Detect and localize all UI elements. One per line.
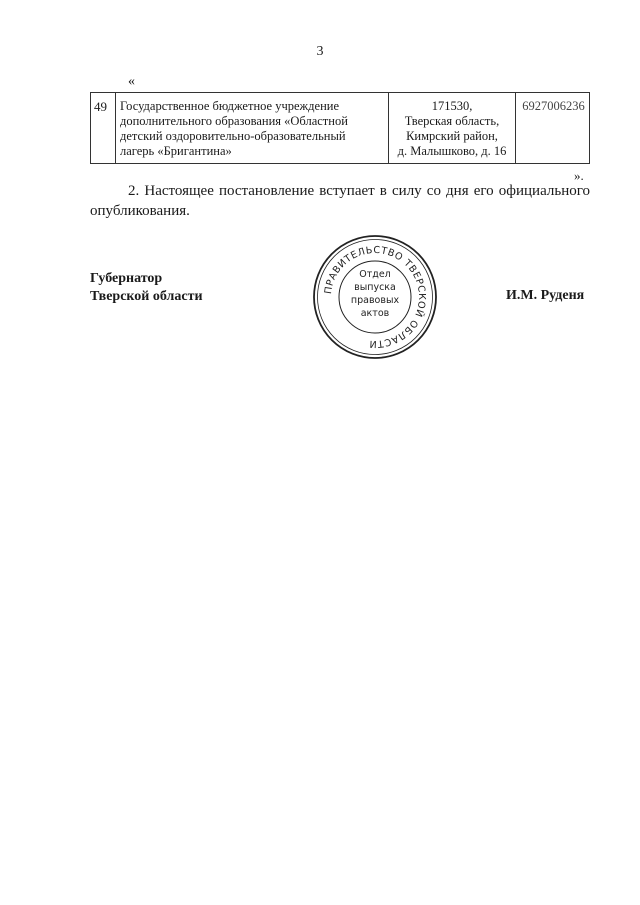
stamp-inner-line: правовых xyxy=(350,295,400,306)
table xyxy=(90,92,590,164)
institution-name-line: Государственное бюджетное учреждение xyxy=(120,99,340,113)
stamp-inner-line: выпуска xyxy=(354,282,396,293)
signatory-title-line: Тверской области xyxy=(90,289,203,304)
official-stamp xyxy=(311,233,439,361)
row-number-cell: 49 xyxy=(91,93,116,163)
institution-name-line: дополнительного образования «Областной xyxy=(120,114,348,128)
institution-name-line: детский оздоровительно-образовательный xyxy=(120,129,346,143)
signatory-title xyxy=(90,270,203,306)
stamp-inner-line: Отдел xyxy=(359,269,391,280)
institution-name-line: лагерь «Бригантина» xyxy=(120,144,232,158)
page-number: 3 xyxy=(316,44,324,59)
address-line: Кимрский район, xyxy=(406,129,498,143)
paragraph-2: 2. Настоящее постановление вступает в силу со дня его официального опубликования. xyxy=(90,183,590,219)
institution-name-cell xyxy=(116,93,389,163)
inn-code-cell: 6927006236 xyxy=(522,99,585,113)
stamp-inner-line: актов xyxy=(360,308,390,319)
address-line: 171530, xyxy=(431,99,473,113)
closing-quote: ». xyxy=(574,168,584,183)
opening-quote: « xyxy=(128,74,135,89)
address-line: д. Малышково, д. 16 xyxy=(397,144,507,158)
signatory-name: И.М. Руденя xyxy=(506,288,585,303)
address-cell xyxy=(389,93,516,163)
stamp-ring-textpath: ПРАВИТЕЛЬСТВО ТВЕРСКОЙ ОБЛАСТИ xyxy=(323,244,428,350)
address-line: Тверская область, xyxy=(404,114,500,128)
signatory-title-line: Губернатор xyxy=(90,271,163,286)
